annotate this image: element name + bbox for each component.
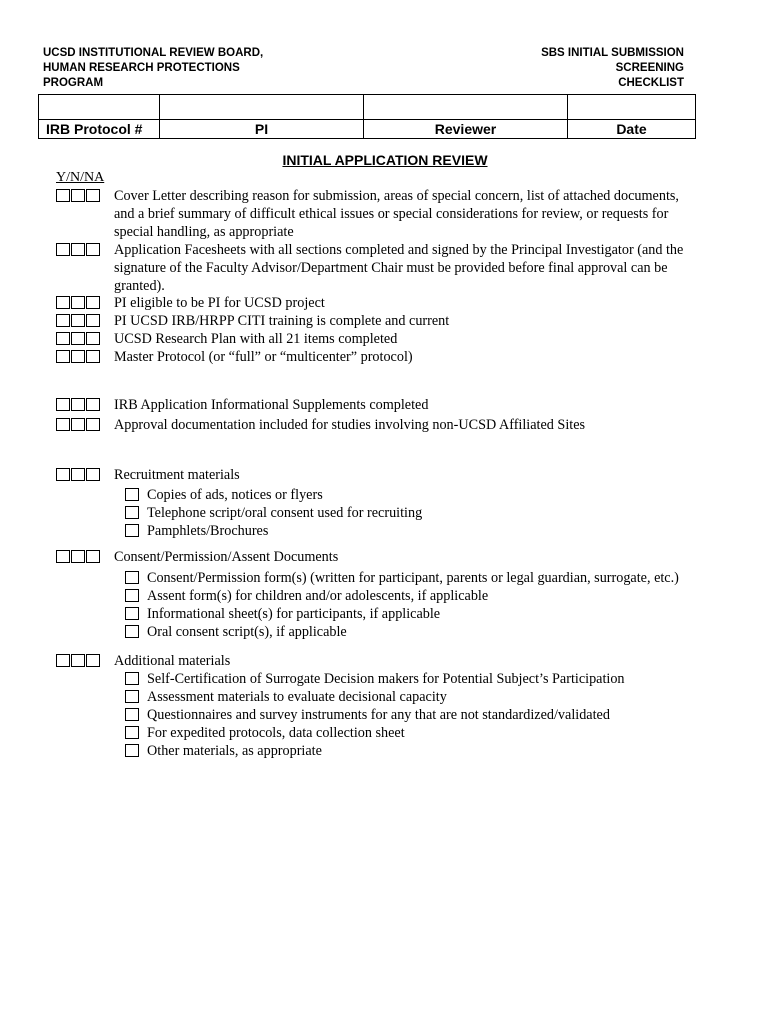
na-checkbox[interactable]	[86, 189, 100, 202]
pi-label: PI	[160, 120, 364, 139]
yn-na-checkboxes[interactable]	[56, 296, 100, 309]
sub-checkbox[interactable]	[125, 571, 139, 584]
sub-item	[125, 587, 488, 605]
na-checkbox[interactable]	[86, 550, 100, 563]
sub-checkbox[interactable]	[125, 488, 139, 501]
section-title: INITIAL APPLICATION REVIEW	[282, 152, 488, 168]
na-checkbox[interactable]	[86, 243, 100, 256]
yn-na-checkboxes[interactable]	[56, 332, 100, 345]
sub-item-text: Other materials, as appropriate	[147, 743, 322, 759]
checklist-item-master-protocol	[56, 348, 413, 366]
checklist-item-consent	[56, 548, 338, 566]
sub-checkbox[interactable]	[125, 708, 139, 721]
item-text-line: Recruitment materials	[114, 467, 240, 483]
yes-checkbox[interactable]	[56, 654, 70, 667]
no-checkbox[interactable]	[71, 398, 85, 411]
sub-checkbox[interactable]	[125, 726, 139, 739]
sub-checkbox[interactable]	[125, 625, 139, 638]
sub-checkbox[interactable]	[125, 506, 139, 519]
yn-na-label: Y/N/NA	[56, 170, 105, 185]
yes-checkbox[interactable]	[56, 314, 70, 327]
yn-na-checkboxes[interactable]	[56, 314, 100, 327]
yn-na-checkboxes[interactable]	[56, 189, 100, 202]
yn-na-checkboxes[interactable]	[56, 418, 100, 431]
no-checkbox[interactable]	[71, 654, 85, 667]
yn-na-checkboxes[interactable]	[56, 654, 100, 667]
yes-checkbox[interactable]	[56, 398, 70, 411]
no-checkbox[interactable]	[71, 332, 85, 345]
item-text-line: Additional materials	[114, 653, 231, 669]
sub-item	[125, 688, 447, 706]
sub-item-text: For expedited protocols, data collection sheet	[147, 725, 405, 741]
irb-protocol-field[interactable]	[39, 95, 160, 120]
item-text-line: Consent/Permission/Assent Documents	[114, 549, 339, 565]
sub-item	[125, 569, 679, 587]
sub-item-text: Copies of ads, notices or flyers	[147, 487, 323, 503]
na-checkbox[interactable]	[86, 314, 100, 327]
checklist-item-facesheets	[56, 241, 683, 295]
sub-item-text: Pamphlets/Brochures	[147, 523, 269, 539]
sub-item-text: Self-Certification of Surrogate Decision makers for Potential Subject’s Participation	[147, 671, 625, 687]
sub-checkbox[interactable]	[125, 690, 139, 703]
header-left-line: HUMAN RESEARCH PROTECTIONS	[43, 62, 240, 74]
checklist-item-additional	[56, 652, 230, 670]
na-checkbox[interactable]	[86, 468, 100, 481]
sub-item-text: Assessment materials to evaluate decisional capacity	[147, 689, 447, 705]
header-right	[541, 46, 684, 91]
sub-checkbox[interactable]	[125, 589, 139, 602]
item-text-line: Cover Letter describing reason for submission, areas of special concern, list of attached documents,	[114, 188, 679, 204]
yn-na-checkboxes[interactable]	[56, 243, 100, 256]
no-checkbox[interactable]	[71, 296, 85, 309]
sub-item	[125, 504, 422, 522]
sub-item	[125, 742, 322, 760]
item-text-line: signature of the Faculty Advisor/Department Chair must be provided before final approval can be	[114, 260, 668, 276]
sub-item	[125, 623, 347, 641]
sub-item	[125, 724, 405, 742]
item-text-line: UCSD Research Plan with all 21 items completed	[114, 331, 398, 347]
sub-item	[125, 486, 323, 504]
sub-item	[125, 605, 440, 623]
item-text-line: special handling, as appropriate	[114, 224, 294, 240]
yn-na-checkboxes[interactable]	[56, 468, 100, 481]
irb-protocol-label: IRB Protocol #	[39, 120, 160, 139]
header-left	[43, 46, 263, 91]
yn-na-checkboxes[interactable]	[56, 398, 100, 411]
header-left-line: UCSD INSTITUTIONAL REVIEW BOARD,	[43, 47, 264, 59]
no-checkbox[interactable]	[71, 550, 85, 563]
yn-na-checkboxes[interactable]	[56, 550, 100, 563]
yes-checkbox[interactable]	[56, 296, 70, 309]
yes-checkbox[interactable]	[56, 418, 70, 431]
header-right-line: SBS INITIAL SUBMISSION	[541, 47, 684, 59]
sub-item-text: Questionnaires and survey instruments for any that are not standardized/validated	[147, 707, 610, 723]
pi-field[interactable]	[160, 95, 364, 120]
sub-item	[125, 522, 268, 540]
checklist-item-citi	[56, 312, 449, 330]
yn-na-checkboxes[interactable]	[56, 350, 100, 363]
yes-checkbox[interactable]	[56, 332, 70, 345]
protocol-info-table	[38, 94, 696, 139]
na-checkbox[interactable]	[86, 332, 100, 345]
item-text-line: PI UCSD IRB/HRPP CITI training is complete and current	[114, 313, 450, 329]
no-checkbox[interactable]	[71, 314, 85, 327]
no-checkbox[interactable]	[71, 350, 85, 363]
na-checkbox[interactable]	[86, 398, 100, 411]
sub-checkbox[interactable]	[125, 672, 139, 685]
yes-checkbox[interactable]	[56, 243, 70, 256]
sub-item	[125, 670, 625, 688]
item-text-line: Approval documentation included for studies involving non-UCSD Affiliated Sites	[114, 417, 586, 433]
no-checkbox[interactable]	[71, 418, 85, 431]
item-text-line: IRB Application Informational Supplements completed	[114, 397, 429, 413]
item-text-line: and a brief summary of difficult ethical issues or special considerations for review, or requests for	[114, 206, 669, 222]
sub-item-text: Telephone script/oral consent used for recruiting	[147, 505, 423, 521]
na-checkbox[interactable]	[86, 350, 100, 363]
sub-item-text: Assent form(s) for children and/or adolescents, if applicable	[147, 588, 489, 604]
checklist-item-recruitment	[56, 466, 240, 484]
item-text-line: granted).	[114, 278, 165, 294]
reviewer-field[interactable]	[364, 95, 568, 120]
sub-checkbox[interactable]	[125, 607, 139, 620]
no-checkbox[interactable]	[71, 243, 85, 256]
sub-checkbox[interactable]	[125, 524, 139, 537]
sub-item	[125, 706, 610, 724]
na-checkbox[interactable]	[86, 418, 100, 431]
header-left-line: PROGRAM	[43, 77, 104, 89]
yes-checkbox[interactable]	[56, 550, 70, 563]
yes-checkbox[interactable]	[56, 350, 70, 363]
checklist-item-research-plan	[56, 330, 397, 348]
yes-checkbox[interactable]	[56, 468, 70, 481]
item-text-line: PI eligible to be PI for UCSD project	[114, 295, 325, 311]
no-checkbox[interactable]	[71, 189, 85, 202]
date-label: Date	[568, 120, 696, 139]
sub-item-text: Informational sheet(s) for participants, if applicable	[147, 606, 441, 622]
sub-item-text: Oral consent script(s), if applicable	[147, 624, 347, 640]
yes-checkbox[interactable]	[56, 189, 70, 202]
date-field[interactable]	[568, 95, 696, 120]
na-checkbox[interactable]	[86, 296, 100, 309]
item-text-line: Master Protocol (or “full” or “multicenter” protocol)	[114, 349, 413, 365]
sub-checkbox[interactable]	[125, 744, 139, 757]
sub-item-text: Consent/Permission form(s) (written for participant, parents or legal guardian, surrogate, etc.)	[147, 570, 679, 586]
checklist-item-supplements	[56, 396, 428, 414]
reviewer-label: Reviewer	[364, 120, 568, 139]
na-checkbox[interactable]	[86, 654, 100, 667]
header-right-line: SCREENING	[615, 62, 684, 74]
item-text-line: Application Facesheets with all sections completed and signed by the Principal Investigator (and the	[114, 242, 684, 258]
checklist-item-cover-letter	[56, 187, 679, 241]
header-right-line: CHECKLIST	[618, 77, 684, 89]
checklist-item-pi-eligible	[56, 294, 325, 312]
checklist-item-approval-docs	[56, 416, 585, 434]
no-checkbox[interactable]	[71, 468, 85, 481]
